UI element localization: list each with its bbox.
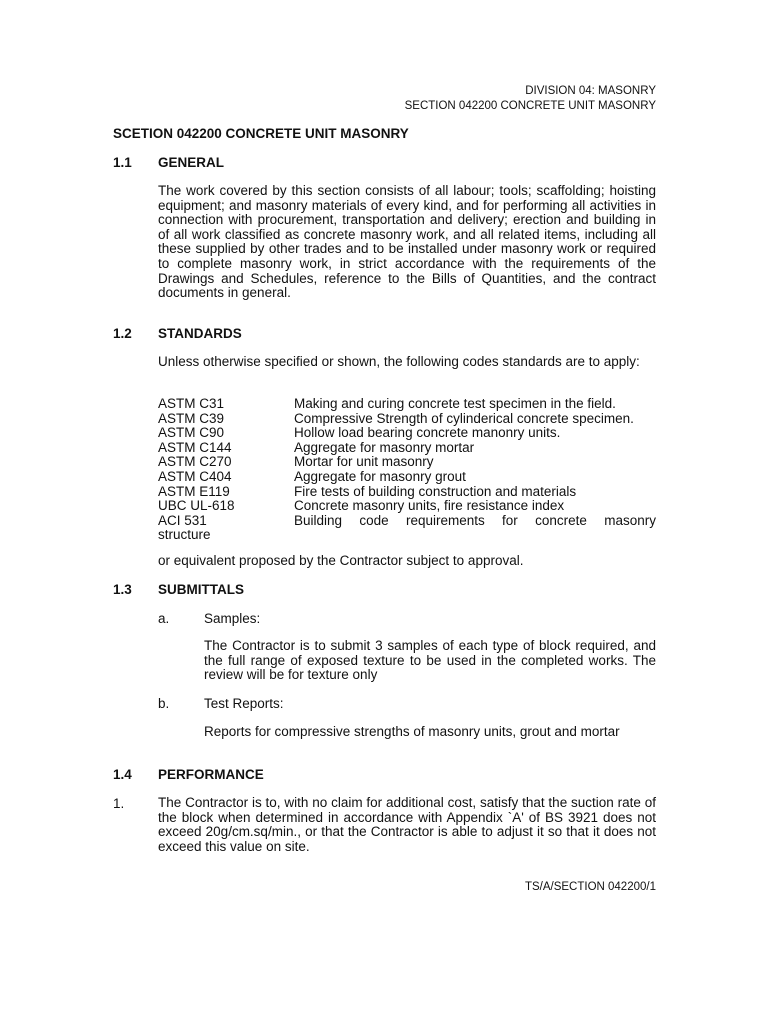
standard-code: ACI 531 <box>158 512 207 528</box>
standard-code: ASTM C270 <box>158 454 232 470</box>
subitem-title-test-reports: Test Reports: <box>204 696 284 711</box>
standard-wrap-text: structure <box>158 527 211 543</box>
standard-row <box>158 470 656 485</box>
section-title: PERFORMANCE <box>158 767 264 782</box>
standard-description: Aggregate for masonry grout <box>294 468 466 484</box>
standard-code: ASTM C144 <box>158 439 232 455</box>
samples-paragraph: The Contractor is to submit 3 samples of each type of block required, and the full range of exposed texture to be used in the completed works. The review will be for texture only <box>204 638 656 683</box>
standard-description: Aggregate for masonry mortar <box>294 439 475 455</box>
general-paragraph: The work covered by this section consists of all labour; tools; scaffolding; hoisting equipment; and masonry materials of every kind, and for performing all activities in connection with procurement, transportation and delivery; erection and building in of all work classified as concrete masonry work, and all related items, including all these supplied by other trades and to be installed under masonry work or required to complete masonry work, in strict accordance with the requirements of the Drawings and Schedules, reference to the Bills of Quantities, and the contract documents in general. <box>158 183 656 301</box>
standard-row <box>158 485 656 500</box>
standard-description: Mortar for unit masonry <box>294 454 434 470</box>
list-marker-b: b. <box>158 696 170 711</box>
standard-row <box>158 412 656 427</box>
header-division: DIVISION 04: MASONRY <box>525 85 656 97</box>
standard-code: ASTM E119 <box>158 483 230 499</box>
header-section: SECTION 042200 CONCRETE UNIT MASONRY <box>404 99 656 112</box>
standard-row <box>158 499 656 514</box>
section-title: GENERAL <box>158 155 225 170</box>
section-title: SUBMITTALS <box>158 582 244 597</box>
standard-row <box>158 397 656 412</box>
standard-code: ASTM C31 <box>158 396 225 411</box>
standard-code: ASTM C90 <box>158 425 225 441</box>
running-header <box>405 84 656 113</box>
performance-paragraph: The Contractor is to, with no claim for additional cost, satisfy that the suction rate of the block when determined in accordance with Appendix `A' of BS 3921 does not exceed 20g/cm.sq/min., or that the Contractor is able to adjust it so that it does not exceed this value on site. <box>158 795 656 854</box>
standard-row <box>158 455 656 470</box>
subitem-title-samples: Samples: <box>204 611 261 626</box>
standard-description: Building code requirements for concrete masonry <box>294 512 656 528</box>
list-marker-a: a. <box>158 611 170 626</box>
standard-code: ASTM C39 <box>158 410 225 426</box>
standard-description: Compressive Strength of cylinderical concrete specimen. <box>294 410 634 426</box>
standard-description: Fire tests of building construction and materials <box>294 483 577 499</box>
standard-code: UBC UL-618 <box>158 498 235 514</box>
section-number: 1.2 <box>113 326 132 341</box>
standards-list <box>158 397 656 543</box>
document-title: SCETION 042200 CONCRETE UNIT MASONRY <box>113 126 409 141</box>
standard-row <box>158 441 656 456</box>
standards-closing: or equivalent proposed by the Contractor subject to approval. <box>158 553 524 568</box>
section-number: 1.1 <box>113 155 132 170</box>
list-marker-1: 1. <box>113 796 125 811</box>
standard-row-wrap <box>158 528 656 543</box>
standard-description: Making and curing concrete test specimen in the field. <box>294 396 616 411</box>
test-reports-paragraph: Reports for compressive strengths of masonry units, grout and mortar <box>204 724 620 739</box>
standard-row <box>158 514 656 529</box>
page-footer: TS/A/SECTION 042200/1 <box>524 881 656 893</box>
section-number: 1.3 <box>113 582 132 597</box>
standards-intro: Unless otherwise specified or shown, the following codes standards are to apply: <box>158 354 640 369</box>
standard-description: Hollow load bearing concrete manonry units. <box>294 425 561 441</box>
standard-row <box>158 426 656 441</box>
standard-code: ASTM C404 <box>158 468 232 484</box>
section-number: 1.4 <box>113 767 132 782</box>
standard-description: Concrete masonry units, fire resistance index <box>294 498 565 514</box>
section-title: STANDARDS <box>158 326 242 341</box>
